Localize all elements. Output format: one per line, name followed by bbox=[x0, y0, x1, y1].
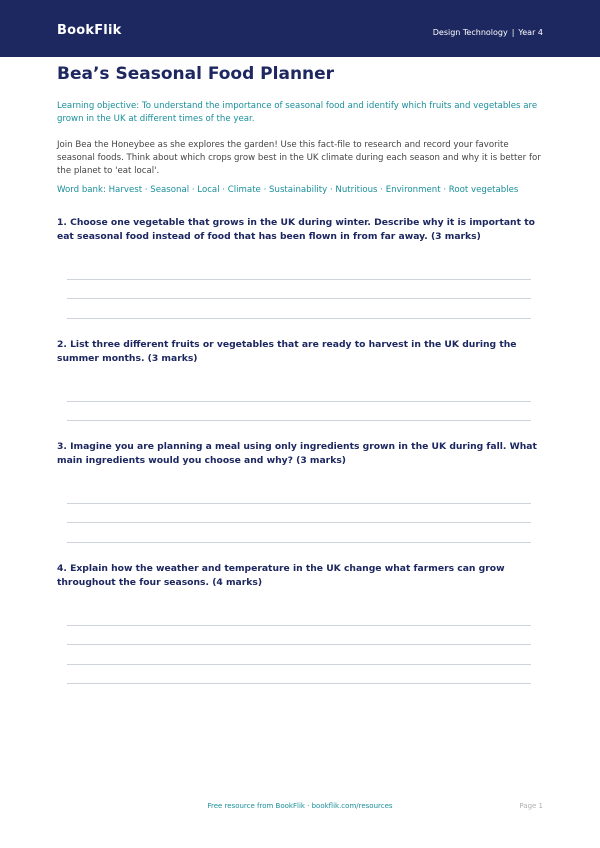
answer-line[interactable] bbox=[67, 542, 531, 543]
answer-line[interactable] bbox=[67, 401, 531, 402]
page-title: Bea’s Seasonal Food Planner bbox=[57, 64, 335, 84]
intro-paragraph: Join Bea the Honeybee as she explores the garden! Use this fact-file to research and record your favorite seasonal foods. Think about which crops grow best in the UK climate during each season and why it is better for the planet to 'eat local'. bbox=[57, 140, 541, 176]
subject-label: Design Technology bbox=[432, 28, 508, 37]
answer-line[interactable] bbox=[67, 522, 531, 523]
answer-line[interactable] bbox=[67, 420, 531, 421]
question-4: 4. Explain how the weather and temperature in the UK change what farmers can grow throughout the four seasons. (4 marks) bbox=[57, 563, 505, 588]
brand-logo: BookFlik bbox=[57, 23, 122, 38]
answer-line[interactable] bbox=[67, 298, 531, 299]
answer-line[interactable] bbox=[67, 279, 531, 280]
answer-line[interactable] bbox=[67, 318, 531, 319]
answer-line[interactable] bbox=[67, 644, 531, 645]
answer-line[interactable] bbox=[67, 664, 531, 665]
learning-objective: Learning objective: To understand the importance of seasonal food and identify which fruits and vegetables are grown in the UK at different times of the year. bbox=[57, 101, 538, 124]
word-bank: Word bank: Harvest · Seasonal · Local · Climate · Sustainability · Nutritious · Environment · Root vegetables bbox=[57, 185, 519, 195]
footer-credit[interactable]: Free resource from BookFlik · bookflik.com/resources bbox=[207, 802, 393, 810]
answer-line[interactable] bbox=[67, 683, 531, 684]
header-separator: | bbox=[511, 28, 515, 37]
question-1: 1. Choose one vegetable that grows in the UK during winter. Describe why it is important to eat seasonal food instead of food that has been flown in from far away. (3 marks) bbox=[57, 217, 535, 242]
header-meta bbox=[433, 28, 543, 37]
year-label: Year 4 bbox=[518, 28, 543, 37]
answer-line[interactable] bbox=[67, 625, 531, 626]
question-2: 2. List three different fruits or vegetables that are ready to harvest in the UK during the summer months. (3 marks) bbox=[57, 339, 517, 364]
header-bar bbox=[0, 0, 600, 57]
question-3: 3. Imagine you are planning a meal using only ingredients grown in the UK during fall. What main ingredients would you choose and why? (3 marks) bbox=[57, 441, 537, 466]
page-number: Page 1 bbox=[519, 802, 543, 810]
answer-line[interactable] bbox=[67, 503, 531, 504]
